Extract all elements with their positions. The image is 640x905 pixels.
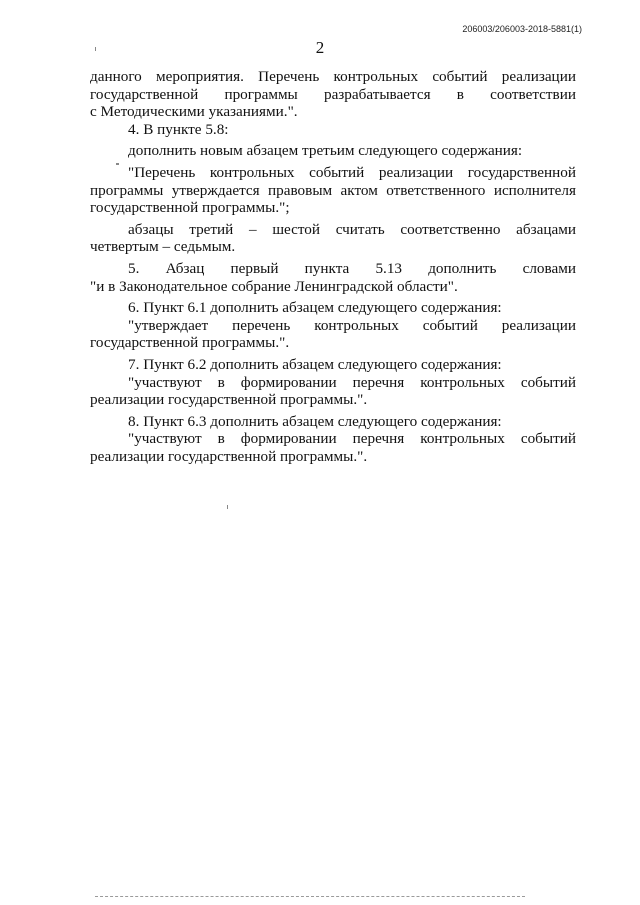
text-word: перечня xyxy=(352,373,405,391)
text-word: с Методическими указаниями.". xyxy=(90,103,298,121)
text-word: дополнить xyxy=(428,259,497,277)
text-line xyxy=(90,317,576,335)
text-line xyxy=(90,260,576,278)
text-word: "участвуют xyxy=(128,430,202,448)
text-word: данного xyxy=(90,68,142,85)
text-word: Перечень xyxy=(258,68,320,85)
text-line xyxy=(90,374,576,392)
text-word: 7. Пункт 6.2 дополнить абзацем следующего содержания: xyxy=(128,355,502,373)
text-word: формировании xyxy=(240,430,337,448)
text-word: перечень xyxy=(232,316,291,334)
scan-mark xyxy=(116,163,119,165)
text-line xyxy=(90,430,576,448)
text-word: формировании xyxy=(240,373,337,391)
text-line xyxy=(90,334,576,352)
text-line xyxy=(90,448,576,466)
text-word: первый xyxy=(230,259,279,277)
text-word: считать xyxy=(335,220,385,238)
text-word: перечня xyxy=(352,430,405,448)
text-word: событий xyxy=(520,373,576,391)
scan-mark xyxy=(227,505,228,509)
text-word: ответственного xyxy=(386,181,486,199)
text-word: реализации xyxy=(501,316,576,334)
text-line xyxy=(90,142,576,160)
text-word: реализации государственной программы.". xyxy=(90,391,368,409)
text-line xyxy=(90,103,576,121)
text-word: – xyxy=(249,220,257,238)
text-word: государственной программы."; xyxy=(90,199,290,217)
text-word: "и в Законодательное собрание Ленинградской области". xyxy=(90,277,458,295)
text-word: исполнителя xyxy=(493,181,576,199)
text-line xyxy=(90,221,576,239)
text-word: "Перечень xyxy=(128,163,196,181)
text-word: "утверждает xyxy=(128,316,209,334)
text-word: реализации xyxy=(501,68,576,85)
text-line xyxy=(90,413,576,431)
text-word: контрольных xyxy=(420,430,505,448)
text-word: государственной xyxy=(90,85,199,103)
text-word: абзацы xyxy=(128,220,174,238)
text-line xyxy=(90,199,576,217)
text-word: контрольных xyxy=(333,68,419,85)
text-line xyxy=(90,238,576,256)
text-word: в xyxy=(217,430,225,448)
text-line xyxy=(90,299,576,317)
text-line xyxy=(90,182,576,200)
text-word: 8. Пункт 6.3 дополнить абзацем следующего содержания: xyxy=(128,412,502,430)
text-line xyxy=(90,164,576,182)
text-word: контрольных xyxy=(420,373,505,391)
text-word: правовым xyxy=(268,181,333,199)
text-line xyxy=(90,86,576,104)
text-word: актом xyxy=(340,181,378,199)
scan-mark xyxy=(95,47,96,51)
text-word: третий xyxy=(189,220,234,238)
text-word: в xyxy=(217,373,225,391)
text-word: реализации xyxy=(378,163,454,181)
text-word: 5. xyxy=(128,259,140,277)
text-word: в xyxy=(456,85,464,103)
text-word: событий xyxy=(520,430,576,448)
text-word: соответственно xyxy=(400,220,501,238)
text-word: соответствии xyxy=(490,85,576,103)
text-word: 4. В пункте 5.8: xyxy=(128,120,229,138)
text-word: шестой xyxy=(272,220,321,238)
text-word: контрольных xyxy=(314,316,399,334)
text-line xyxy=(90,391,576,409)
text-word: утверждается xyxy=(171,181,260,199)
text-word: "участвуют xyxy=(128,373,202,391)
text-word: словами xyxy=(522,259,576,277)
text-word: дополнить новым абзацем третьим следующего содержания: xyxy=(128,142,523,160)
text-word: программы xyxy=(224,85,298,103)
text-word: событий xyxy=(309,163,365,181)
page-number: 2 xyxy=(315,38,325,57)
scan-footer-line xyxy=(95,896,525,898)
document-body xyxy=(90,68,576,465)
text-word: абзацами xyxy=(516,220,576,238)
text-word: пункта xyxy=(304,259,350,277)
text-word: государственной xyxy=(467,163,576,181)
text-word: программы xyxy=(90,181,164,199)
text-word: контрольных xyxy=(209,163,295,181)
text-line xyxy=(90,356,576,374)
text-line xyxy=(90,68,576,86)
text-line xyxy=(90,278,576,296)
text-word: Абзац xyxy=(165,259,205,277)
text-line xyxy=(90,121,576,139)
document-id: 206003/206003-2018-5881(1) xyxy=(462,24,582,34)
text-word: событий xyxy=(432,68,488,85)
text-word: мероприятия. xyxy=(156,68,244,85)
text-word: государственной программы.". xyxy=(90,334,290,352)
text-word: реализации государственной программы.". xyxy=(90,447,368,465)
text-word: событий xyxy=(422,316,478,334)
text-word: 5.13 xyxy=(375,259,403,277)
text-word: разрабатывается xyxy=(323,85,431,103)
text-word: 6. Пункт 6.1 дополнить абзацем следующего содержания: xyxy=(128,299,502,317)
text-word: четвертым – седьмым. xyxy=(90,238,236,256)
